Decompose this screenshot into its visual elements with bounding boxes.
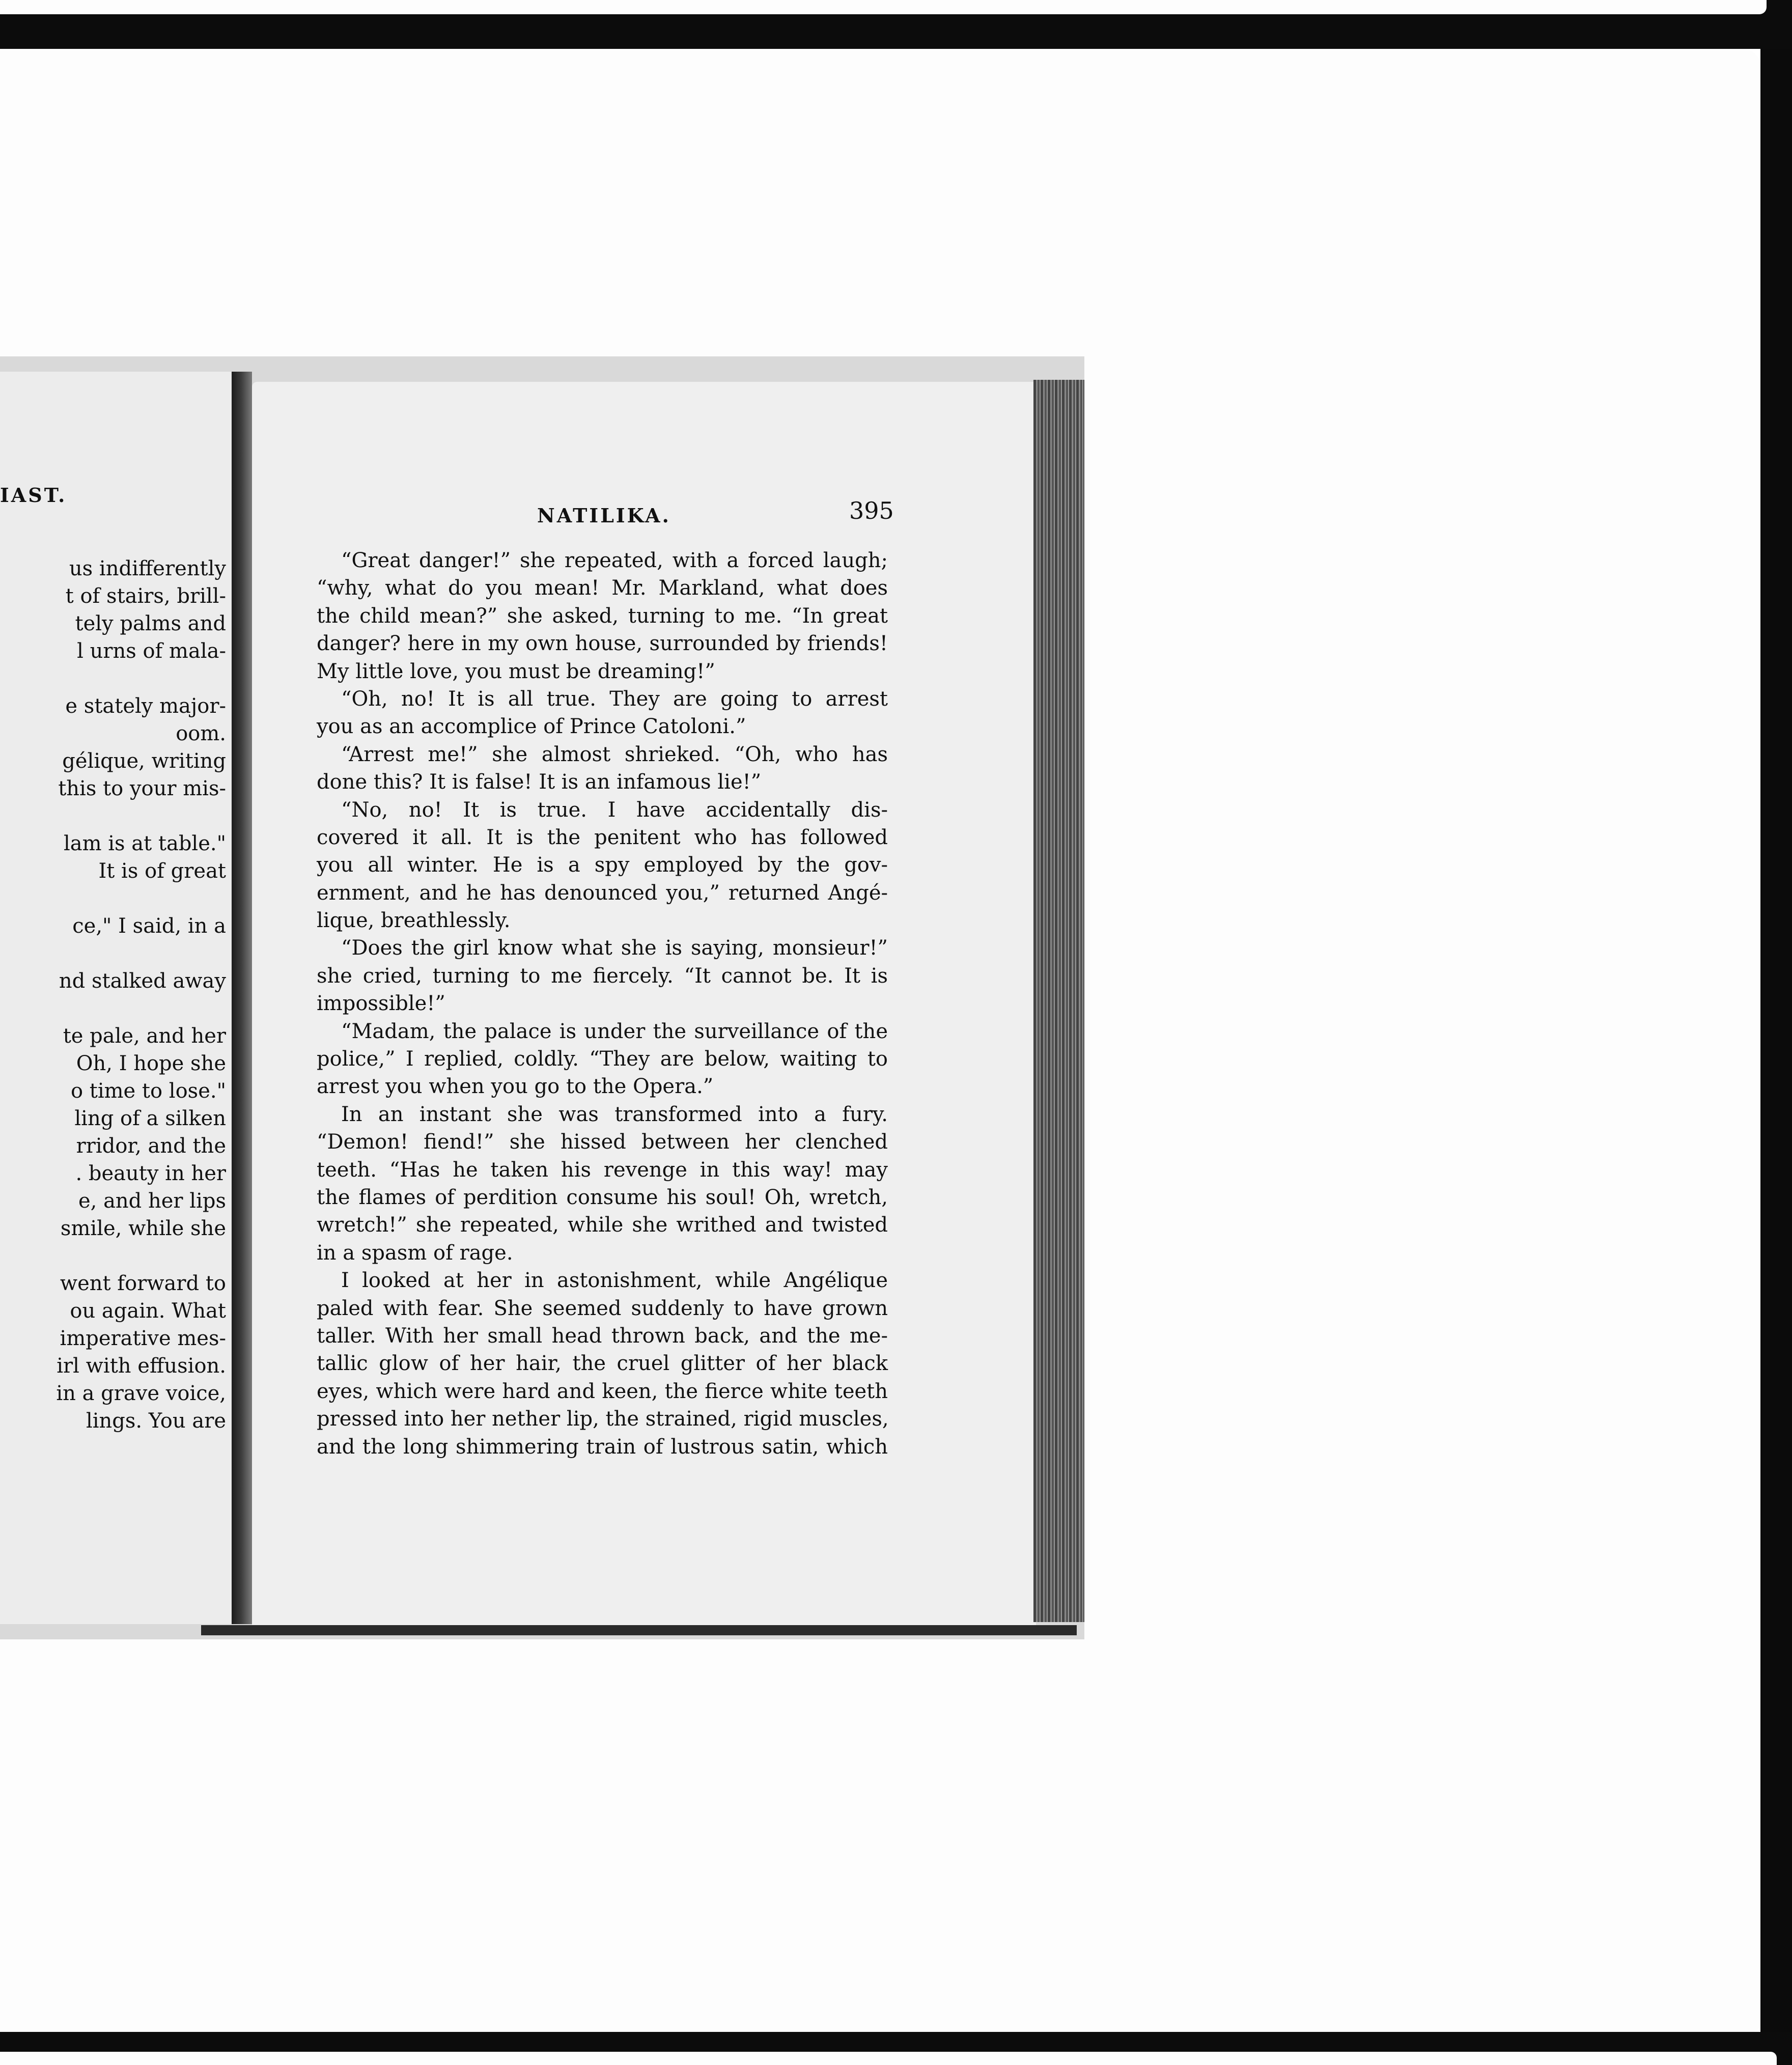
text-line: “No, no! It is true. I have accidentally dis- bbox=[341, 798, 888, 822]
text-line: “Arrest me!” she almost shrieked. “Oh, who has bbox=[341, 742, 888, 766]
text-line: tallic glow of her hair, the cruel glitter of her black bbox=[317, 1352, 888, 1376]
book-cover-edge bbox=[201, 1625, 1077, 1635]
left-page-line: e stately major- bbox=[65, 694, 226, 718]
left-running-head: IAST. bbox=[0, 484, 67, 507]
text-line: “Oh, no! It is all true. They are going to arrest bbox=[341, 687, 888, 711]
text-line: she cried, turning to me fiercely. “It cannot be. It is bbox=[317, 964, 888, 988]
left-page-line: ce," I said, in a bbox=[72, 914, 226, 938]
left-page-line: nd stalked away bbox=[59, 969, 226, 993]
text-line: “Demon! fiend!” she hissed between her clenched bbox=[317, 1130, 888, 1154]
left-page-line: irl with effusion. bbox=[57, 1354, 226, 1378]
left-page-line: t of stairs, brill- bbox=[65, 584, 226, 608]
text-line: in a spasm of rage. bbox=[317, 1241, 513, 1265]
left-page-line: lings. You are bbox=[86, 1409, 226, 1433]
scan-right-border bbox=[1760, 49, 1792, 2032]
left-page-line: smile, while she bbox=[60, 1217, 226, 1240]
left-page-line: oom. bbox=[176, 722, 226, 745]
text-line: you all winter. He is a spy employed by the gov- bbox=[317, 853, 888, 877]
left-page-line: ou again. What bbox=[70, 1299, 226, 1323]
text-line: taller. With her small head thrown back, and the me- bbox=[317, 1324, 888, 1348]
left-page-line: Oh, I hope she bbox=[76, 1052, 226, 1075]
next-frame-edge bbox=[0, 2052, 1777, 2065]
left-page-line: It is of great bbox=[98, 859, 226, 883]
page-edges bbox=[1033, 380, 1084, 1622]
text-line: lique, breathlessly. bbox=[317, 909, 511, 933]
left-page-line: rridor, and the bbox=[76, 1134, 226, 1158]
text-line: the child mean?” she asked, turning to me. “In great bbox=[317, 604, 888, 628]
running-head: NATILIKA. bbox=[537, 504, 671, 527]
text-line: the flames of perdition consume his soul! Oh, wretch, bbox=[317, 1185, 888, 1209]
text-line: “Does the girl know what she is saying, monsieur!” bbox=[341, 936, 888, 960]
left-page-line: imperative mes- bbox=[60, 1327, 226, 1350]
text-line: done this? It is false! It is an infamous lie!” bbox=[317, 770, 762, 794]
text-line: “Great danger!” she repeated, with a forced laugh; bbox=[341, 549, 888, 572]
text-line: ernment, and he has denounced you,” returned Angé- bbox=[317, 881, 888, 905]
left-page-line: l urns of mala- bbox=[77, 639, 226, 663]
left-page-line: lam is at table." bbox=[63, 832, 226, 855]
text-line: In an instant she was transformed into a fury. bbox=[341, 1102, 888, 1126]
previous-frame-edge bbox=[0, 0, 1767, 14]
left-page-line: tely palms and bbox=[75, 612, 226, 635]
text-line: pressed into her nether lip, the strained, rigid muscles, bbox=[317, 1407, 889, 1431]
text-line: I looked at her in astonishment, while Angélique bbox=[341, 1269, 888, 1293]
text-line: danger? here in my own house, surrounded by friends! bbox=[317, 632, 888, 656]
text-line: you as an accomplice of Prince Catoloni.” bbox=[317, 715, 746, 739]
left-page-line: te pale, and her bbox=[63, 1024, 226, 1048]
text-line: eyes, which were hard and keen, the fierce white teeth bbox=[317, 1379, 888, 1403]
book-gutter bbox=[232, 372, 252, 1624]
page-number: 395 bbox=[849, 497, 894, 524]
left-page-line: in a grave voice, bbox=[56, 1382, 226, 1405]
text-line: and the long shimmering train of lustrous satin, which bbox=[317, 1435, 888, 1459]
left-page-line: . beauty in her bbox=[75, 1162, 226, 1185]
text-line: wretch!” she repeated, while she writhed and twisted bbox=[317, 1213, 888, 1237]
text-line: impossible!” bbox=[317, 992, 445, 1016]
text-line: covered it all. It is the penitent who has followed bbox=[317, 825, 888, 849]
left-page-line: gélique, writing bbox=[62, 749, 226, 773]
left-page-line: e, and her lips bbox=[78, 1189, 226, 1213]
text-line: My little love, you must be dreaming!” bbox=[317, 659, 715, 683]
left-page bbox=[0, 372, 241, 1624]
text-line: “why, what do you mean! Mr. Markland, what does bbox=[317, 576, 888, 600]
left-page-line: ling of a silken bbox=[74, 1107, 226, 1130]
text-line: paled with fear. She seemed suddenly to have grown bbox=[317, 1296, 888, 1320]
text-line: police,” I replied, coldly. “They are below, waiting to bbox=[317, 1047, 888, 1071]
text-line: teeth. “Has he taken his revenge in this way! may bbox=[317, 1158, 888, 1182]
page-body-text bbox=[317, 547, 888, 1461]
left-page-line: went forward to bbox=[60, 1272, 226, 1295]
left-page-line: us indifferently bbox=[69, 557, 226, 580]
text-line: arrest you when you go to the Opera.” bbox=[317, 1075, 714, 1099]
left-page-line: o time to lose." bbox=[70, 1079, 226, 1103]
text-line: “Madam, the palace is under the surveillance of the bbox=[341, 1019, 888, 1043]
left-page-line: this to your mis- bbox=[58, 777, 226, 800]
